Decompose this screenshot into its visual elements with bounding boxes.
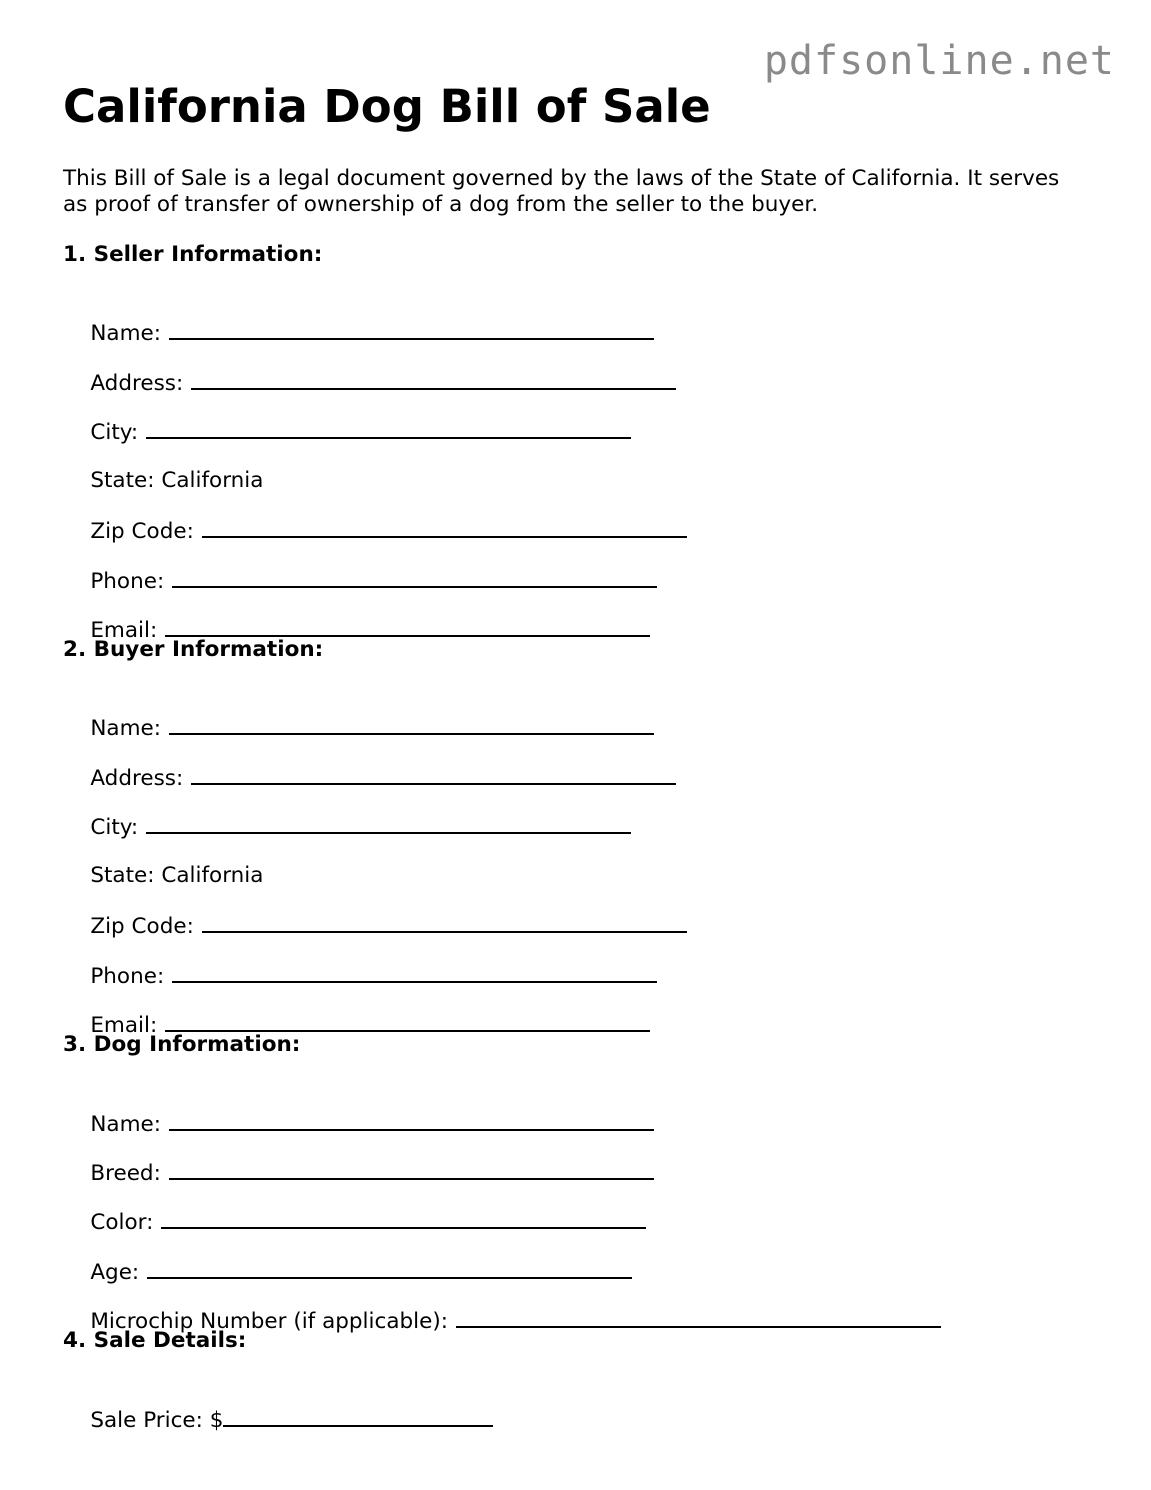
buyer-email-field[interactable] — [165, 1010, 650, 1032]
sale-price-row — [63, 1377, 493, 1463]
buyer-state-text: State: California — [90, 863, 264, 888]
seller-email-label: Email: — [90, 618, 158, 643]
buyer-city-field[interactable] — [146, 812, 631, 834]
seller-phone-field[interactable] — [172, 566, 657, 588]
seller-name-field[interactable] — [169, 318, 654, 340]
dog-color-label: Color: — [90, 1210, 154, 1235]
dog-color-field[interactable] — [161, 1207, 646, 1229]
buyer-email-label: Email: — [90, 1013, 158, 1038]
dog-breed-label: Breed: — [90, 1161, 161, 1186]
seller-address-label: Address: — [90, 371, 184, 396]
dog-microchip-field[interactable] — [456, 1306, 941, 1328]
dog-microchip-label: Microchip Number (if applicable): — [90, 1309, 448, 1334]
seller-zip-label: Zip Code: — [90, 519, 194, 544]
intro-paragraph: This Bill of Sale is a legal document governed by the laws of the State of California. It serves as proof of transfer of ownership of a dog from the seller to the buyer. — [63, 166, 1060, 217]
dog-age-field[interactable] — [147, 1257, 632, 1279]
seller-address-field[interactable] — [191, 368, 676, 390]
dog-name-label: Name: — [90, 1112, 162, 1137]
seller-city-field[interactable] — [146, 417, 631, 439]
buyer-section-heading: 2. Buyer Information: — [63, 637, 324, 662]
dog-name-field[interactable] — [169, 1109, 654, 1131]
seller-state-text: State: California — [90, 468, 264, 493]
seller-name-label: Name: — [90, 321, 162, 346]
sale-section-heading: 4. Sale Details: — [63, 1328, 247, 1353]
buyer-address-label: Address: — [90, 766, 184, 791]
watermark: pdfsonline.net — [763, 38, 1115, 84]
sale-price-field[interactable] — [223, 1405, 493, 1427]
seller-zip-field[interactable] — [202, 516, 687, 538]
document-title: California Dog Bill of Sale — [63, 80, 711, 133]
buyer-phone-field[interactable] — [172, 961, 657, 983]
seller-email-field[interactable] — [165, 615, 650, 637]
seller-city-label: City: — [90, 420, 139, 445]
dog-breed-field[interactable] — [169, 1158, 654, 1180]
seller-phone-label: Phone: — [90, 569, 165, 594]
buyer-address-field[interactable] — [191, 763, 676, 785]
dog-section-heading: 3. Dog Information: — [63, 1032, 301, 1057]
seller-section-heading: 1. Seller Information: — [63, 242, 323, 267]
buyer-zip-field[interactable] — [202, 911, 687, 933]
buyer-city-label: City: — [90, 815, 139, 840]
buyer-phone-label: Phone: — [90, 964, 165, 989]
sale-price-label: Sale Price: $ — [90, 1408, 224, 1433]
buyer-name-field[interactable] — [169, 713, 654, 735]
dog-age-label: Age: — [90, 1260, 140, 1285]
buyer-name-label: Name: — [90, 716, 162, 741]
buyer-zip-label: Zip Code: — [90, 914, 194, 939]
